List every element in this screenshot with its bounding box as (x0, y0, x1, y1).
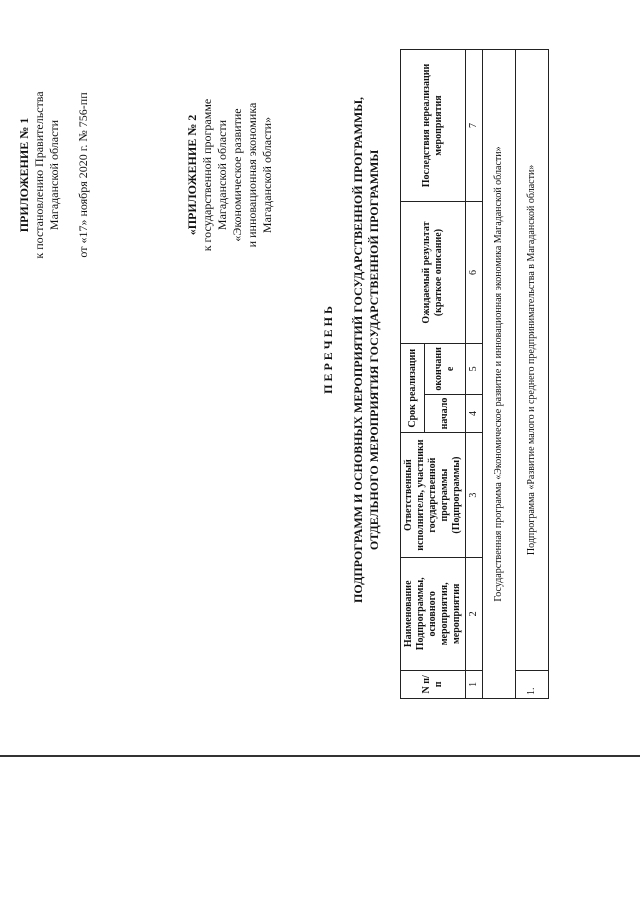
table-header-row (401, 50, 425, 699)
column-number: 7 (466, 50, 483, 202)
appendix-1-line: Магаданской области (47, 119, 61, 231)
column-number: 2 (466, 557, 483, 670)
header-term: Срок реализации (401, 344, 425, 433)
document-title-word: П Е Р Е Ч Е Н Ь (321, 306, 335, 394)
table-row (483, 50, 516, 699)
appendix-2-line: Магаданской области (215, 119, 229, 231)
appendix-2-line: «Экономическое развитие (230, 108, 244, 242)
appendix-1-line: к постановлению Правительства (32, 91, 46, 259)
header-responsible: Ответственный исполнитель, участники государственной программы (Подпрограммы) (401, 433, 466, 558)
column-number: 4 (466, 394, 483, 433)
document-title-line-1: ПОДПРОГРАММ И ОСНОВНЫХ МЕРОПРИЯТИЙ ГОСУДАРСТВЕННОЙ ПРОГРАММЫ, (351, 97, 365, 603)
appendix-2-line: Магаданской области» (260, 116, 274, 234)
header-end: окончани е (425, 344, 466, 395)
appendix-1-date: от «17» ноября 2020 г. № 756-пп (76, 92, 90, 258)
appendix-2-block (185, 25, 275, 325)
subprogram-number: 1. (516, 670, 549, 698)
column-number: 6 (466, 201, 483, 343)
appendix-1-block (17, 25, 91, 325)
appendix-2-line: к государственной программе (200, 98, 214, 252)
table-numbers-row (466, 50, 483, 699)
page-divider-line (0, 755, 640, 757)
rotated-document-page (5, 0, 565, 700)
appendix-2-heading: «ПРИЛОЖЕНИЕ № 2 (185, 114, 199, 236)
program-row-cell: Государственная программа «Экономическое развитие и инновационная экономика Магаданской области» (483, 50, 516, 699)
header-start: начало (425, 394, 466, 433)
subprogram-row-cell: Подпрограмма «Развитие малого и среднего предпринимательства в Магаданской области» (516, 50, 549, 671)
header-consequences: Последствия нереализации мероприятия (401, 50, 466, 202)
header-name: Наименование Подпрограммы, основного мероприятия, мероприятия (401, 557, 466, 670)
appendix-1-heading: ПРИЛОЖЕНИЕ № 1 (17, 117, 31, 233)
header-number: N п/п (401, 670, 466, 698)
table-row (516, 50, 549, 699)
column-number: 3 (466, 433, 483, 558)
header-result: Ожидаемый результат (краткое описание) (401, 201, 466, 343)
column-number: 5 (466, 344, 483, 395)
measures-table (400, 49, 549, 699)
appendix-2-line: и инновационная экономика (245, 102, 259, 248)
document-title-line-2: ОТДЕЛЬНОГО МЕРОПРИЯТИЯ ГОСУДАРСТВЕННОЙ ПРОГРАММЫ (367, 149, 381, 551)
column-number: 1 (466, 670, 483, 698)
